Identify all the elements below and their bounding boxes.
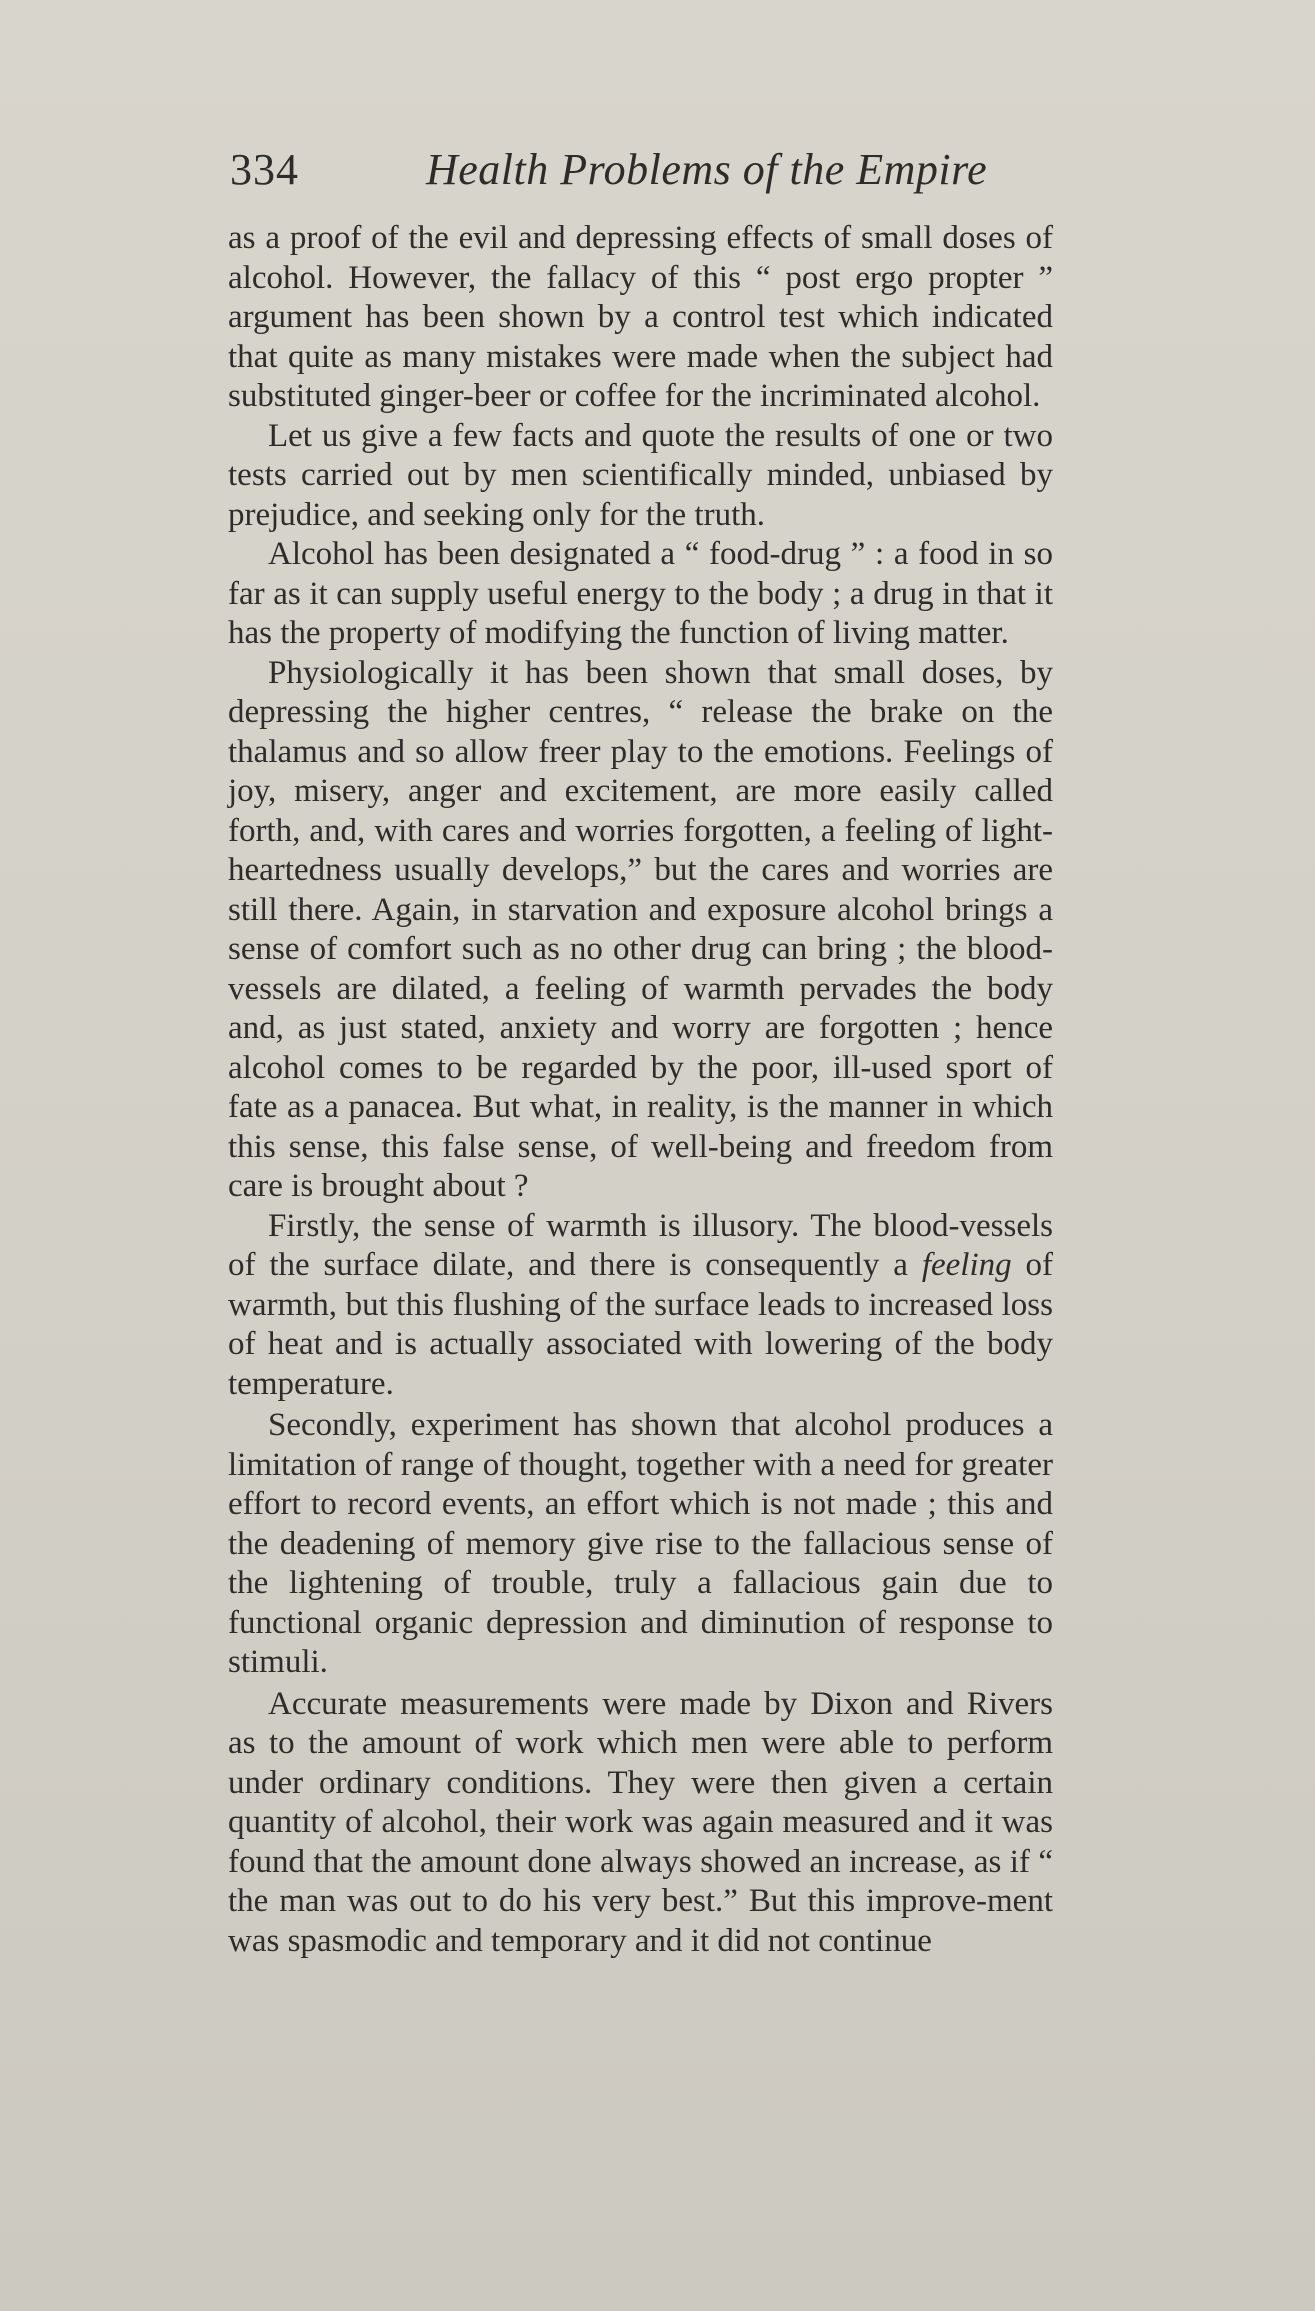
firstly-text-b: of warmth, but this flushing of the surface leads to increased loss of heat and is actually associated with lowering of the body temperature. [228,1247,1053,1402]
paragraph-food-drug: Alcohol has been designated a “ food-drug ” : a food in so far as it can supply useful energy to the body ; a drug in that it has the property of modifying the function of living matter. [228,536,1053,651]
paragraph-secondly: Secondly, experiment has shown that alcohol produces a limitation of range of thought, together with a need for greater effort to record events, an effort which is not made ; this and the deadening of memory give rise to the fallacious sense of the lightening of trouble, truly a fallacious gain due to functional organic depression and diminution of response to stimuli. [228,1407,1053,1680]
firstly-text-a: Firstly, the sense of warmth is illusory. The blood-vessels of the surface dilate, and there is consequently a [228,1207,1053,1283]
page-number: 334 [230,145,299,194]
paragraph-firstly [228,1207,1053,1405]
firstly-italic-word: feeling [921,1247,1012,1283]
running-head [230,140,1070,200]
running-title: Health Problems of the Empire [426,145,988,194]
paragraph-physiology: Physiologically it has been shown that small doses, by depressing the higher centres, “ release the brake on the thalamus and so allow freer play to the emotions. Feelings of joy, misery, anger and excitement, are more easily called forth, and, with cares and worries forgotten, a feeling of light-heartedness usually develops,” but the cares and worries are still there. Again, in starvation and exposure alcohol brings a sense of comfort such as no other drug can bring ; the blood-vessels are dilated, a feeling of warmth pervades the body and, as just stated, anxiety and worry are forgotten ; hence alcohol comes to be regarded by the poor, ill-used sport of fate as a panacea. But what, in reality, is the manner in which this sense, this false sense, of well-being and freedom from care is brought about ? [228,654,1053,1204]
paragraph-continuation: as a proof of the evil and depressing effects of small doses of alcohol. However, the fallacy of this “ post ergo propter ” argument has been shown by a control test which indicated that quite as many mistakes were made when the subject had substituted ginger-beer or coffee for the incriminated alcohol. [228,220,1053,414]
body-text [228,219,1053,1961]
paragraph-dixon-rivers: Accurate measurements were made by Dixon and Rivers as to the amount of work which men were able to perform under ordinary conditions. They were then given a certain quantity of alcohol, their work was again measured and it was found that the amount done always showed an increase, as if “ the man was out to do his very best.” But this improve-ment was spasmodic and temporary and it did not continue [228,1685,1053,1959]
paragraph-facts: Let us give a few facts and quote the results of one or two tests carried out by men scientifically minded, unbiased by prejudice, and seeking only for the truth. [228,417,1053,533]
